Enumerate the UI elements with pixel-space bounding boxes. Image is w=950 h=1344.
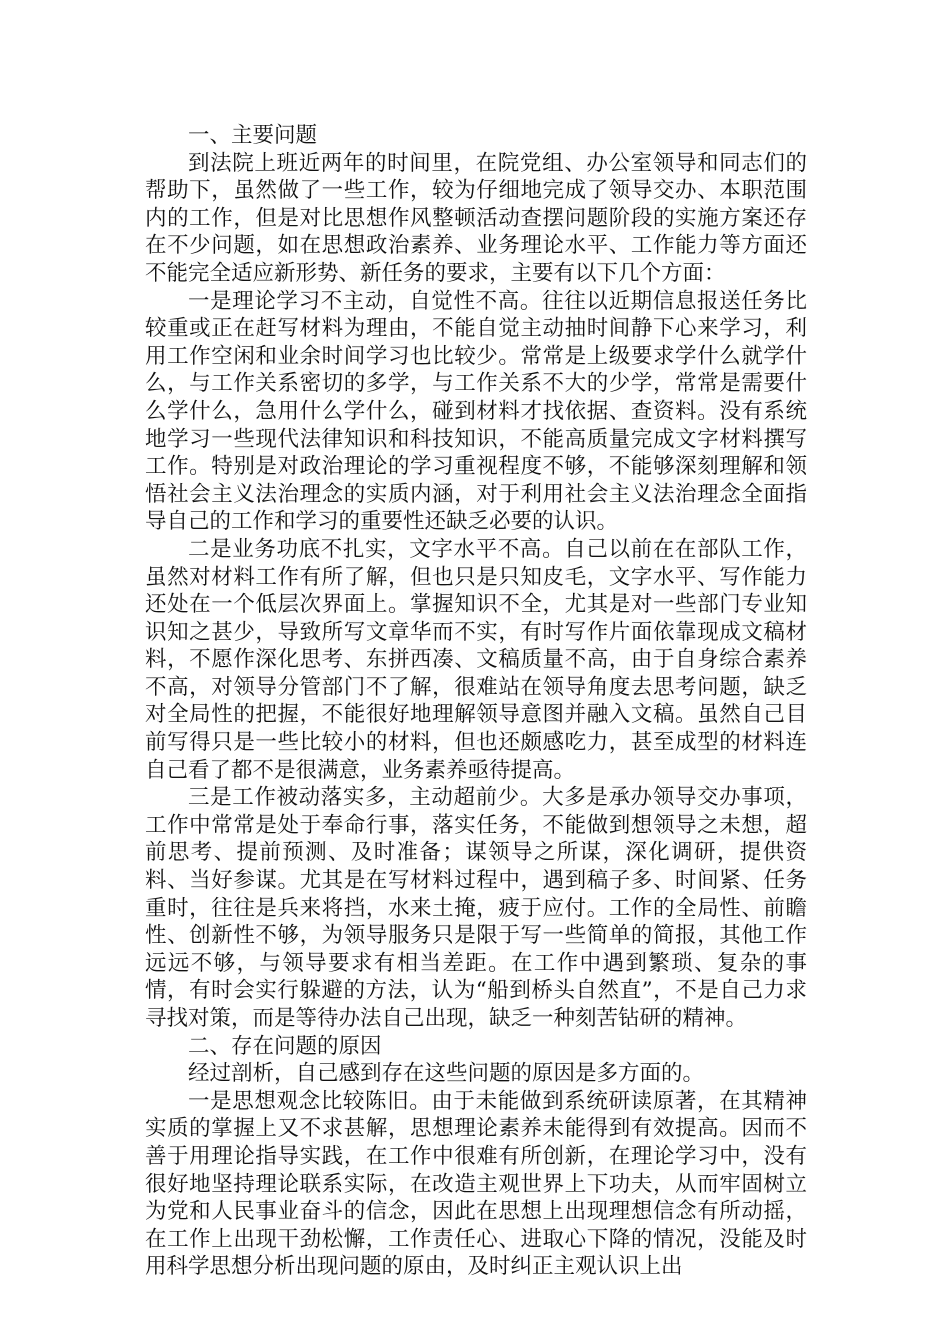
body-paragraph: 二是业务功底不扎实，文字水平不高。自己以前在在部队工作，虽然对材料工作有所了解，但也只是只知皮毛，文字水平、写作能力还处在一个低层次界面上。掌握知识不全，尤其是对一些部门专业知识知之甚少，导致所写文章华而不实，有时写作片面依靠现成文稿材料，不愿作深化思考、东拼西凑、文稿质量不高，由于自身综合素养不高，对领导分管部门不了解，很难站在领导角度去思考问题，缺乏对全局性的把握，不能很好地理解领导意图并融入文稿。虽然自己目前写得只是一些比较小的材料，但也还颇感吃力，甚至成型的材料连自己看了都不是很满意，业务素养亟待提高。 — [145, 536, 807, 783]
body-paragraph: 一是思想观念比较陈旧。由于未能做到系统研读原著，在其精神实质的掌握上又不求甚解，思想理论素养未能得到有效提高。因而不善于用理论指导实践，在工作中很难有所创新，在理论学习中，没有很好地坚持理论联系实际，在改造主观世界上下功夫，从而牢固树立为党和人民事业奋斗的信念，因此在思想上出现理想信念有所动摇，在工作上出现干劲松懈，工作责任心、进取心下降的情况，没能及时用科学思想分析出现问题的原由，及时纠正主观认识上出 — [145, 1088, 807, 1280]
body-paragraph: 三是工作被动落实多，主动超前少。大多是承办领导交办事项，工作中常常是处于奉命行事，落实任务，不能做到想领导之未想，超前思考、提前预测、及时准备；谋领导之所谋，深化调研，提供资料、当好参谋。尤其是在写材料过程中，遇到稿子多、时间紧、任务重时，往往是兵来将挡，水来土掩，疲于应付。工作的全局性、前瞻性、创新性不够，为领导服务只是限于写一些简单的简报，其他工作远远不够，与领导要求有相当差距。在工作中遇到繁琐、复杂的事情，有时会实行躲避的方法，认为“船到桥头自然直”，不是自己力求寻找对策，而是等待办法自己出现，缺乏一种刻苦钻研的精神。 — [145, 785, 807, 1031]
body-paragraph: 一是理论学习不主动，自觉性不高。往往以近期信息报送任务比较重或正在赶写材料为理由，不能自觉主动抽时间静下心来学习，利用工作空闲和业余时间学习也比较少。常常是上级要求学什么就学什么，与工作关系密切的多学，与工作关系不大的少学，常常是需要什么学什么，急用什么学什么，碰到材料才找依据、查资料。没有系统地学习一些现代法律知识和科技知识，不能高质量完成文字材料撰写工作。特别是对政治理论的学习重视程度不够，不能够深刻理解和领悟社会主义法治理念的实质内涵，对于利用社会主义法治理念全面指导自己的工作和学习的重要性还缺乏必要的认识。 — [145, 288, 807, 535]
section-heading-main-problems: 一、主要问题 — [188, 123, 318, 148]
document-body — [145, 122, 807, 1281]
body-paragraph: 到法院上班近两年的时间里，在院党组、办公室领导和同志们的帮助下，虽然做了一些工作，较为仔细地完成了领导交办、本职范围内的工作，但是对比思想作风整顿活动查摆问题阶段的实施方案还存在不少问题，如在思想政治素养、业务理论水平、工作能力等方面还不能完全适应新形势、新任务的要求，主要有以下几个方面： — [145, 150, 807, 286]
body-paragraph: 经过剖析，自己感到存在这些问题的原因是多方面的。 — [188, 1061, 705, 1087]
section-heading-problem-causes: 二、存在问题的原因 — [188, 1033, 382, 1059]
